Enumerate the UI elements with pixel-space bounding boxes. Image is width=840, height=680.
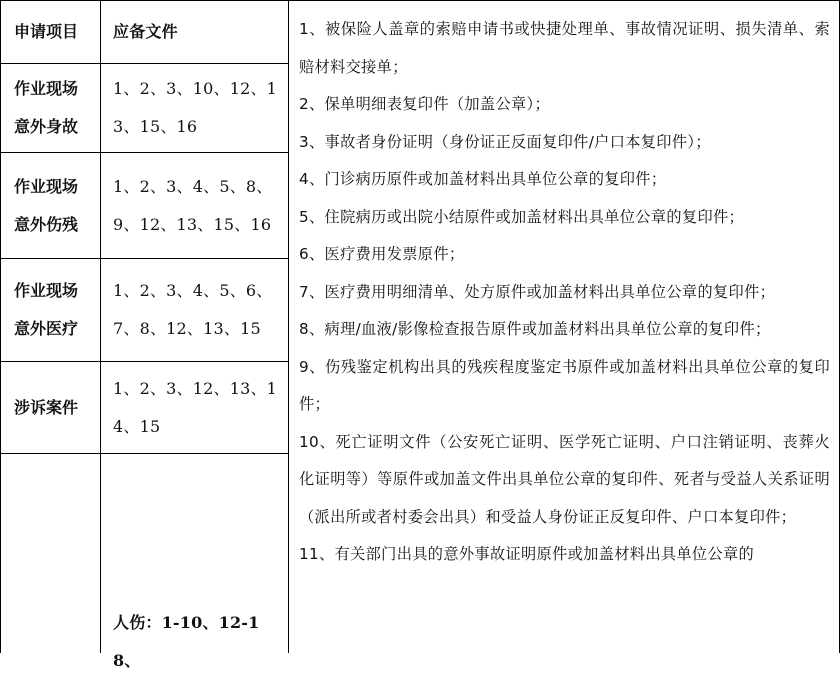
table-row-docs — [101, 64, 287, 152]
application-item-label: 作业现场意外身故 — [14, 79, 79, 136]
document-item: 4、门诊病历原件或加盖材料出具单位公章的复印件； — [299, 170, 667, 188]
application-item-label: 作业现场意外伤残 — [14, 176, 79, 234]
table-row-docs — [101, 259, 287, 361]
document-item: 2、保单明细表复印件（加盖公章）； — [299, 95, 551, 113]
table-row-docs — [101, 362, 287, 453]
table-row-docs — [101, 153, 287, 258]
table-row-type — [0, 454, 100, 653]
required-documents-value: 1、2、3、4、5、6、7、8、12、13、15 — [113, 281, 273, 338]
table-row-type — [0, 259, 100, 361]
document-item: 6、医疗费用发票原件； — [299, 245, 465, 263]
required-documents-value: 1、2、3、4、5、8、9、12、13、15、16 — [113, 176, 273, 234]
document-list — [289, 0, 840, 653]
document-item: 11、有关部门出具的意外事故证明原件或加盖材料出具单位公章的 — [299, 545, 755, 563]
required-documents-value: 1、2、3、12、13、14、15 — [113, 378, 278, 436]
table-row-docs — [101, 454, 287, 670]
required-documents-value: 1、2、3、10、12、13、15、16 — [113, 79, 278, 136]
table-row-type — [0, 153, 100, 258]
table-row-type — [0, 362, 100, 453]
document-item: 10、死亡证明文件（公安死亡证明、医学死亡证明、户口注销证明、丧葬火化证明等）等原件或加盖文件出具单位公章的复印件、死者与受益人关系证明（派出所或者村委会出具）和受益人身份证正反复印件、户口本复印件； — [299, 432, 830, 526]
required-documents-value: 人伤：1-10、12-18、 — [113, 613, 260, 670]
header-application-item-label: 申请项目 — [14, 22, 79, 41]
document-item: 9、伤残鉴定机构出具的残疾程度鉴定书原件或加盖材料出具单位公章的复印件； — [299, 357, 830, 413]
document-item: 5、住院病历或出院小结原件或加盖材料出具单位公章的复印件； — [299, 207, 745, 226]
header-required-documents-label: 应备文件 — [113, 22, 178, 41]
application-item-label: 涉诉案件 — [14, 397, 79, 417]
document-item: 1、被保险人盖章的索赔申请书或快捷处理单、事故情况证明、损失清单、索赔材料交接单； — [299, 20, 830, 76]
document-item: 7、医疗费用明细清单、处方原件或加盖材料出具单位公章的复印件； — [299, 282, 776, 301]
document-item: 8、病理/血液/影像检查报告原件或加盖材料出具单位公章的复印件； — [299, 320, 771, 338]
table-row-type — [0, 64, 100, 152]
document-item: 3、事故者身份证明（身份证正反面复印件/户口本复印件）； — [299, 132, 711, 151]
header-application-item — [0, 1, 100, 63]
application-items-table — [0, 0, 288, 670]
header-required-documents — [101, 1, 287, 63]
application-item-label: 作业现场意外医疗 — [14, 281, 79, 338]
